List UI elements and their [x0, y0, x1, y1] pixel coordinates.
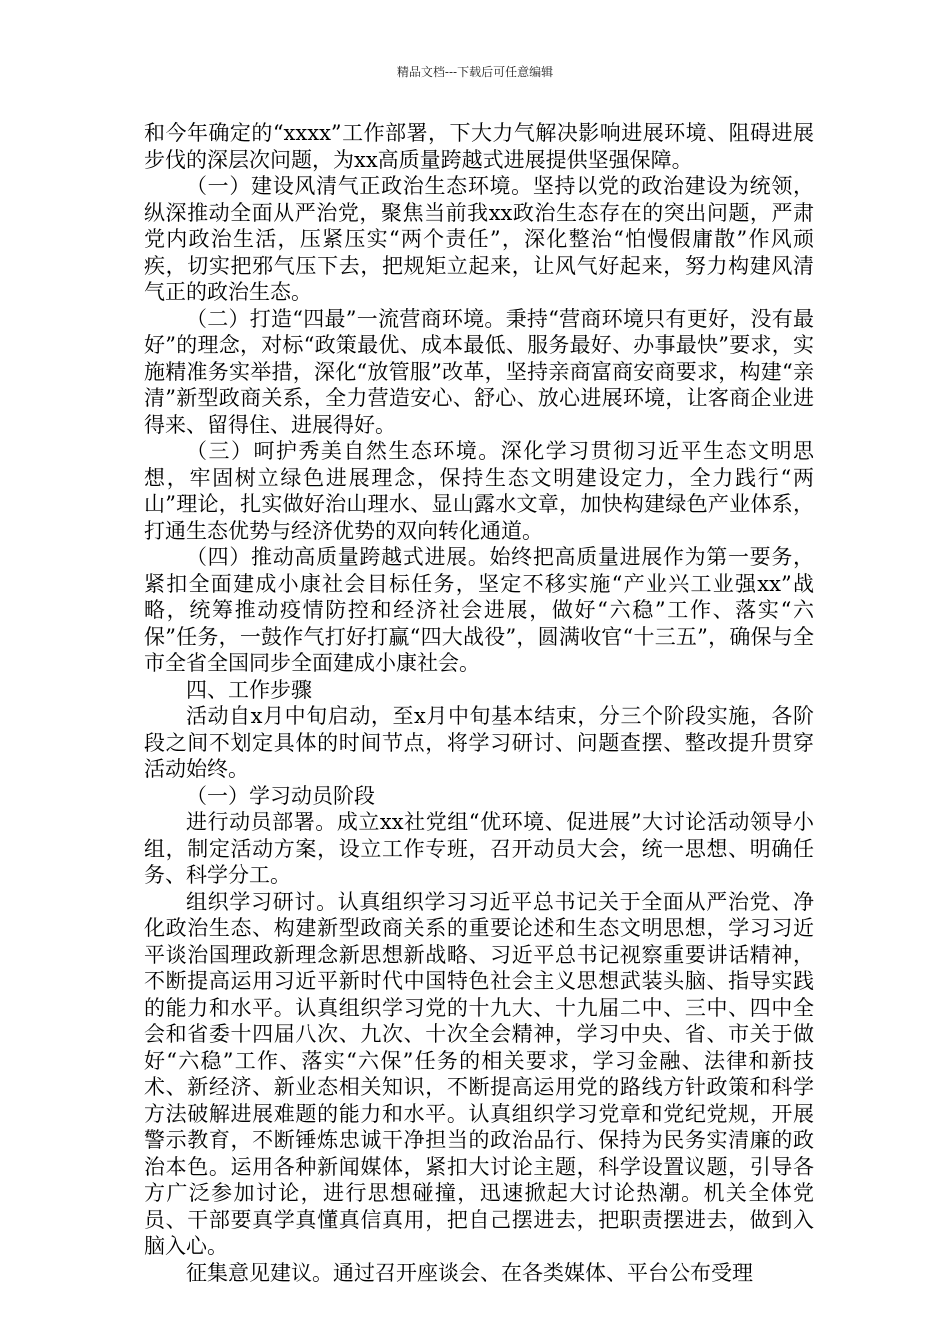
paragraph-section-2: （二）打造“四最”一流营商环境。秉持“营商环境只有更好，没有最好”的理念，对标“政策最优、成本最低、服务最好、办事最快”要求，实施精准务实举措，深化“放管服”改革，坚持亲商富商安商要求，构建“亲清”新型政商关系，全力营造安心、舒心、放心进展环境，让客商企业进得来、留得住、进展得好。	[144, 306, 814, 437]
paragraph-section-1: （一）建设风清气正政治生态环境。坚持以党的政治建设为统领，纵深推动全面从严治党，聚焦当前我xx政治生态存在的突出问题，严肃党内政治生活，压紧压实“两个责任”，深化整治“怕慢假庸散”作风顽疾，切实把邪气压下去，把规矩立起来，让风气好起来，努力构建风清气正的政治生态。	[144, 174, 814, 304]
paragraph-study-discussion: 组织学习研讨。认真组织学习习近平总书记关于全面从严治党、净化政治生态、构建新型政商关系的重要论述和生态文明思想，学习习近平谈治国理政新理念新思想新战略、习近平总书记视察重要讲话精神，不断提高运用习近平新时代中国特色社会主义思想武装头脑、指导实践的能力和水平。认真组织学习党的十九大、十九届二中、三中、四中全会和省委十四届八次、九次、十次全会精神，学习中央、省、市关于做好“六稳”工作、落实“六保”任务的相关要求，学习金融、法律和新技术、新经济、新业态相关知识，不断提高运用党的路线方针政策和科学方法破解进展难题的能力和水平。认真组织学习党章和党纪党规，开展警示教育，不断锤炼忠诚干净担当的政治品行、保持为民务实清廉的政治本色。运用各种新闻媒体，紧扣大讨论主题，科学设置议题，引导各方广泛参加讨论，进行思想碰撞，迅速掀起大讨论热潮。机关全体党员、干部要真学真懂真信真用，把自己摆进去，把职责摆进去，做到入脑入心。	[144, 889, 814, 1258]
paragraph-section-4: （四）推动高质量跨越式进展。始终把高质量进展作为第一要务，紧扣全面建成小康社会目标任务，坚定不移实施“产业兴工业强xx”战略，统筹推动疫情防控和经济社会进展，做好“六稳”工作、落实“六保”任务，一鼓作气打好打赢“四大战役”，圆满收官“十三五”，确保与全市全省全国同步全面建成小康社会。	[144, 545, 814, 675]
paragraph-activity-schedule: 活动自x月中旬启动，至x月中旬基本结束，分三个阶段实施，各阶段之间不划定具体的时间节点，将学习研讨、问题查摆、整改提升贯穿活动始终。	[144, 704, 814, 781]
heading-work-steps: 四、工作步骤	[186, 677, 312, 702]
paragraph-collect-opinions: 征集意见建议。通过召开座谈会、在各类媒体、平台公布受理	[186, 1260, 753, 1285]
paragraph-continuation: 和今年确定的“xxxx”工作部署，下大力气解决影响进展环境、阻碍进展步伐的深层次问题，为xx高质量跨越式进展提供坚强保障。	[144, 121, 814, 172]
paragraph-section-3: （三）呵护秀美自然生态环境。深化学习贯彻习近平生态文明思想，牢固树立绿色进展理念，保持生态文明建设定力，全力践行“两山”理论，扎实做好治山理水、显山露水文章，加快构建绿色产业体系，打通生态优势与经济优势的双向转化通道。	[144, 439, 814, 543]
heading-study-phase: （一）学习动员阶段	[186, 783, 375, 808]
page-header: 精品文档---下载后可任意编辑	[396, 65, 554, 79]
document-body	[144, 120, 814, 1286]
paragraph-mobilization: 进行动员部署。成立xx社党组“优环境、促进展”大讨论活动领导小组，制定活动方案，设立工作专班，召开动员大会，统一思想、明确任务、科学分工。	[144, 810, 814, 887]
